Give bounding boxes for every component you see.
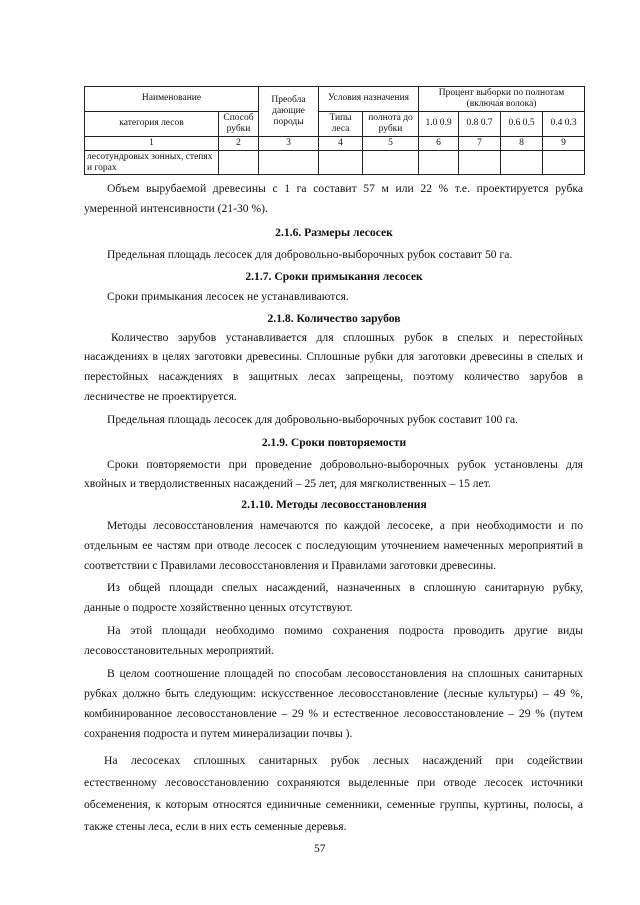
paragraph-line: перестойных насаждениях в защитных лесах запрещены, поэтому количество зарубов в xyxy=(84,370,583,383)
paragraph-line: Количество зарубов устанавливается для сплошных рубок в спелых и перестойных xyxy=(111,331,583,344)
paragraph-line: насаждениях в целях заготовки древесины. Сплошные рубки для заготовки древесины в спелых и xyxy=(84,350,583,363)
header-types: Типы леса xyxy=(319,111,363,136)
row-category: лесотундровых зонных, степях и горах xyxy=(85,150,219,175)
table-cell xyxy=(501,150,543,175)
col-number: 2 xyxy=(219,136,259,150)
col-number: 4 xyxy=(319,136,363,150)
table-cell xyxy=(419,150,459,175)
col-number: 9 xyxy=(543,136,585,150)
paragraph-line: На лесосеках сплошных санитарных рубок лесных насаждений при содействии xyxy=(104,754,583,767)
paragraph-line: умеренной интенсивности (21-30 %). xyxy=(84,202,268,215)
paragraph-line: соответствии с Правилами лесовосстановления и Правилами заготовки древесины. xyxy=(84,559,497,572)
header-percent: Процент выборки по полнотам (включая волока) xyxy=(419,87,585,112)
paragraph-line: Сроки примыкания лесосек не устанавливаются. xyxy=(107,290,349,303)
header-category: категория лесов xyxy=(85,111,219,136)
paragraph-line: В целом соотношение площадей по способам лесовосстановления на сплошных санитарных xyxy=(107,667,583,680)
col-number: 7 xyxy=(459,136,501,150)
paragraph-line: На этой площади необходимо помимо сохранения подроста проводить другие виды xyxy=(107,624,583,637)
table-cell xyxy=(543,150,585,175)
section-heading: 2.1.9. Сроки повторяемости xyxy=(261,436,407,449)
section-heading: 2.1.6. Размеры лесосек xyxy=(275,226,393,239)
section-heading: 2.1.8. Количество зарубов xyxy=(267,312,401,325)
col-number: 5 xyxy=(363,136,419,150)
paragraph-line: Методы лесовосстановления намечаются по каждой лесосеке, а при необходимости и по xyxy=(107,519,583,532)
table-cell xyxy=(459,150,501,175)
paragraph-line: хвойных и твердолиственных насаждений – 25 лет, для мягколиственных – 15 лет. xyxy=(84,477,491,490)
paragraph-line: лесовосстановительных мероприятий. xyxy=(84,644,274,657)
forest-table xyxy=(84,86,585,175)
page-number: 57 xyxy=(314,842,326,855)
paragraph-line: Сроки повторяемости при проведение добровольно-выборочных рубок установлены для xyxy=(107,458,583,471)
table-cell xyxy=(319,150,363,175)
paragraph-line: естественному лесовосстановлению сохраняются выделенные при отводе лесосек источники xyxy=(84,776,583,789)
col-number: 8 xyxy=(501,136,543,150)
paragraph-line: Предельная площадь лесосек для добровольно-выборочных рубок составит 100 га. xyxy=(107,413,519,426)
section-heading: 2.1.10. Методы лесовосстановления xyxy=(241,498,427,511)
section-heading: 2.1.7. Сроки примыкания лесосек xyxy=(245,270,423,283)
paragraph-line: обсеменения, к которым относятся единичные семенники, семенные группы, куртины, полосы, а xyxy=(84,798,583,811)
table-cell xyxy=(219,150,259,175)
paragraph-line: Объем вырубаемой древесины с 1 га составит 57 м или 22 % т.е. проектируется рубка xyxy=(107,182,583,195)
col-number: 1 xyxy=(85,136,219,150)
header-p3: 0.6 0.5 xyxy=(501,111,543,136)
header-name: Наименование xyxy=(85,87,259,112)
col-number: 3 xyxy=(259,136,319,150)
paragraph-line: данные о подросте хозяйственно ценных отсутствуют. xyxy=(84,601,353,614)
paragraph-line: комбинированное лесовосстановление – 29 % и естественное лесовосстановление – 29 % (путем xyxy=(84,707,583,720)
paragraph-line: Предельная площадь лесосек для добровольно-выборочных рубок составит 50 га. xyxy=(107,248,513,261)
paragraph-line: Из общей площади спелых насаждений, назначенных в сплошную санитарную рубку, xyxy=(107,581,583,594)
header-p4: 0.4 0.3 xyxy=(543,111,585,136)
paragraph-line: лесничестве не проектируется. xyxy=(84,390,237,403)
header-p2: 0.8 0.7 xyxy=(459,111,501,136)
header-density: полнота до рубки xyxy=(363,111,419,136)
paragraph-line: сохранения подроста и путем минерализации почвы ). xyxy=(84,727,353,740)
header-p1: 1.0 0.9 xyxy=(419,111,459,136)
header-method: Способ рубки xyxy=(219,111,259,136)
paragraph-line: рубках должно быть следующим: искусственное лесовосстановление (лесные культуры) – 49 %, xyxy=(84,687,583,700)
table-cell xyxy=(259,150,319,175)
paragraph-line: отдельным ее частям при отводе лесосек с последующим уточнением намеченных мероприятий в xyxy=(84,539,583,552)
paragraph-line: также стены леса, если в них есть семенные деревья. xyxy=(84,820,347,833)
header-conditions: Условия назначения xyxy=(319,87,419,112)
header-dominant: Преобла дающие породы xyxy=(259,87,319,137)
table-cell xyxy=(363,150,419,175)
col-number: 6 xyxy=(419,136,459,150)
